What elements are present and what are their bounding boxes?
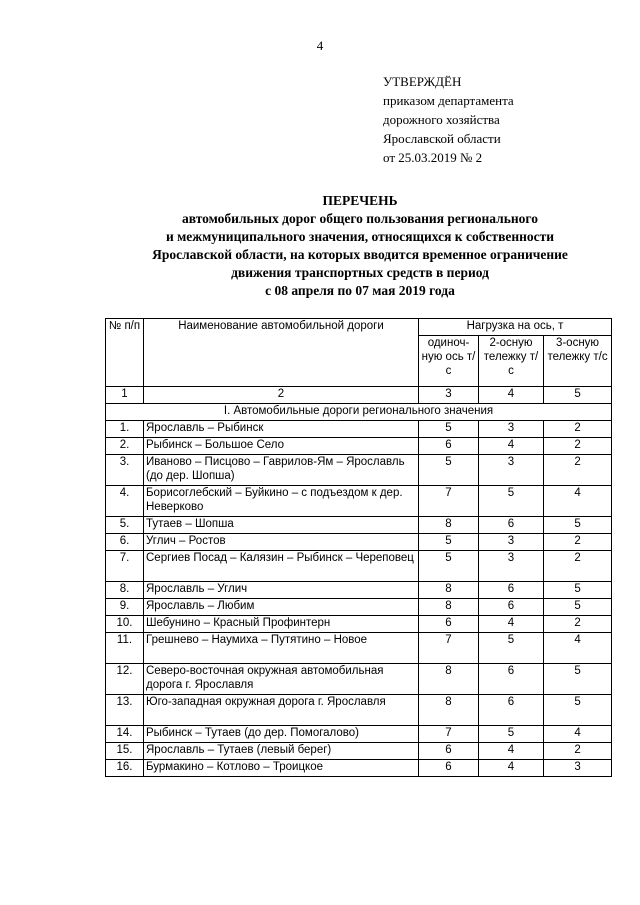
row-number: 14. <box>106 726 144 743</box>
road-name: Грешнево – Наумиха – Путятино – Новое <box>144 633 419 664</box>
three-axle-load: 2 <box>544 534 612 551</box>
row-number: 13. <box>106 695 144 726</box>
three-axle-load: 4 <box>544 726 612 743</box>
table-row <box>106 551 612 582</box>
road-name: Рыбинск – Тутаев (до дер. Помогалово) <box>144 726 419 743</box>
single-axle-load: 7 <box>419 486 479 517</box>
road-name: Тутаев – Шопша <box>144 517 419 534</box>
row-number: 4. <box>106 486 144 517</box>
three-axle-load: 5 <box>544 582 612 599</box>
title-line: и межмуниципального значения, относящихся к собственности <box>165 229 555 244</box>
table-header-row <box>106 319 612 336</box>
row-number: 9. <box>106 599 144 616</box>
title-line: ПЕРЕЧЕНЬ <box>322 193 398 208</box>
single-axle-load: 8 <box>419 517 479 534</box>
index-cell: 2 <box>144 387 419 404</box>
two-axle-load: 4 <box>479 616 544 633</box>
table-row <box>106 421 612 438</box>
row-number: 10. <box>106 616 144 633</box>
road-name: Северо-восточная окружная автомобильная дорога г. Ярославля <box>144 664 419 695</box>
index-cell: 4 <box>479 387 544 404</box>
roads-table <box>105 318 612 777</box>
single-axle-load: 6 <box>419 616 479 633</box>
three-axle-load: 5 <box>544 664 612 695</box>
road-name: Ярославль – Рыбинск <box>144 421 419 438</box>
single-axle-load: 6 <box>419 743 479 760</box>
road-name: Юго-западная окружная дорога г. Ярославля <box>144 695 419 726</box>
header-load: Нагрузка на ось, т <box>419 319 612 336</box>
road-name: Борисоглебский – Буйкино – с подъездом к дер. Неверково <box>144 486 419 517</box>
table-row <box>106 760 612 777</box>
single-axle-load: 6 <box>419 438 479 455</box>
column-index-row <box>106 387 612 404</box>
table-row <box>106 633 612 664</box>
two-axle-load: 6 <box>479 695 544 726</box>
single-axle-load: 8 <box>419 599 479 616</box>
single-axle-load: 7 <box>419 633 479 664</box>
row-number: 11. <box>106 633 144 664</box>
table-row <box>106 743 612 760</box>
row-number: 16. <box>106 760 144 777</box>
single-axle-load: 5 <box>419 421 479 438</box>
three-axle-load: 2 <box>544 438 612 455</box>
approval-line: от 25.03.2019 № 2 <box>383 150 483 165</box>
document-title <box>60 192 640 300</box>
row-number: 1. <box>106 421 144 438</box>
two-axle-load: 5 <box>479 486 544 517</box>
two-axle-load: 6 <box>479 517 544 534</box>
road-name: Иваново – Писцово – Гаврилов-Ям – Ярославль (до дер. Шопша) <box>144 455 419 486</box>
road-name: Сергиев Посад – Калязин – Рыбинск – Череповец <box>144 551 419 582</box>
index-cell: 1 <box>106 387 144 404</box>
table-row <box>106 726 612 743</box>
table-row <box>106 664 612 695</box>
three-axle-load: 2 <box>544 616 612 633</box>
row-number: 3. <box>106 455 144 486</box>
approval-line: приказом департамента <box>383 93 514 108</box>
three-axle-load: 2 <box>544 421 612 438</box>
table-row <box>106 438 612 455</box>
title-line: с 08 апреля по 07 мая 2019 года <box>265 283 455 298</box>
three-axle-load: 5 <box>544 599 612 616</box>
table-row <box>106 695 612 726</box>
single-axle-load: 6 <box>419 760 479 777</box>
road-name: Рыбинск – Большое Село <box>144 438 419 455</box>
single-axle-load: 5 <box>419 551 479 582</box>
two-axle-load: 3 <box>479 455 544 486</box>
section-title: I. Автомобильные дороги регионального значения <box>106 404 612 421</box>
row-number: 5. <box>106 517 144 534</box>
row-number: 6. <box>106 534 144 551</box>
road-name: Ярославль – Углич <box>144 582 419 599</box>
three-axle-load: 3 <box>544 760 612 777</box>
two-axle-load: 3 <box>479 534 544 551</box>
header-two-axle: 2-осную тележку т/с <box>479 336 544 387</box>
page-number: 4 <box>316 38 324 53</box>
three-axle-load: 5 <box>544 517 612 534</box>
single-axle-load: 5 <box>419 455 479 486</box>
single-axle-load: 7 <box>419 726 479 743</box>
header-single-axle: одиноч-ную ось т/с <box>419 336 479 387</box>
single-axle-load: 8 <box>419 695 479 726</box>
two-axle-load: 4 <box>479 438 544 455</box>
row-number: 2. <box>106 438 144 455</box>
table-row <box>106 486 612 517</box>
title-line: движения транспортных средств в период <box>231 265 489 280</box>
single-axle-load: 8 <box>419 664 479 695</box>
index-cell: 5 <box>544 387 612 404</box>
two-axle-load: 6 <box>479 599 544 616</box>
road-name: Бурмакино – Котлово – Троицкое <box>144 760 419 777</box>
road-name: Ярославль – Тутаев (левый берег) <box>144 743 419 760</box>
table-row <box>106 534 612 551</box>
approval-block <box>383 72 514 167</box>
table-row <box>106 582 612 599</box>
three-axle-load: 2 <box>544 551 612 582</box>
road-name: Ярославль – Любим <box>144 599 419 616</box>
three-axle-load: 2 <box>544 743 612 760</box>
two-axle-load: 4 <box>479 743 544 760</box>
section-row <box>106 404 612 421</box>
single-axle-load: 8 <box>419 582 479 599</box>
road-name: Шебунино – Красный Профинтерн <box>144 616 419 633</box>
three-axle-load: 5 <box>544 695 612 726</box>
two-axle-load: 4 <box>479 760 544 777</box>
approval-line: Ярославской области <box>383 131 501 146</box>
three-axle-load: 4 <box>544 486 612 517</box>
two-axle-load: 6 <box>479 664 544 695</box>
single-axle-load: 5 <box>419 534 479 551</box>
two-axle-load: 3 <box>479 421 544 438</box>
row-number: 7. <box>106 551 144 582</box>
two-axle-load: 5 <box>479 633 544 664</box>
row-number: 12. <box>106 664 144 695</box>
approval-line: дорожного хозяйства <box>383 112 500 127</box>
two-axle-load: 5 <box>479 726 544 743</box>
approval-line: УТВЕРЖДЁН <box>383 74 462 89</box>
header-name: Наименование автомобильной дороги <box>144 319 419 387</box>
header-num: № п/п <box>106 319 144 387</box>
three-axle-load: 2 <box>544 455 612 486</box>
header-three-axle: 3-осную тележку т/с <box>544 336 612 387</box>
row-number: 8. <box>106 582 144 599</box>
table-row <box>106 455 612 486</box>
table-row <box>106 616 612 633</box>
road-name: Углич – Ростов <box>144 534 419 551</box>
three-axle-load: 4 <box>544 633 612 664</box>
index-cell: 3 <box>419 387 479 404</box>
two-axle-load: 3 <box>479 551 544 582</box>
row-number: 15. <box>106 743 144 760</box>
two-axle-load: 6 <box>479 582 544 599</box>
table-row <box>106 599 612 616</box>
title-line: автомобильных дорог общего пользования регионального <box>182 211 538 226</box>
title-line: Ярославской области, на которых вводится временное ограничение <box>152 247 568 262</box>
table-row <box>106 517 612 534</box>
